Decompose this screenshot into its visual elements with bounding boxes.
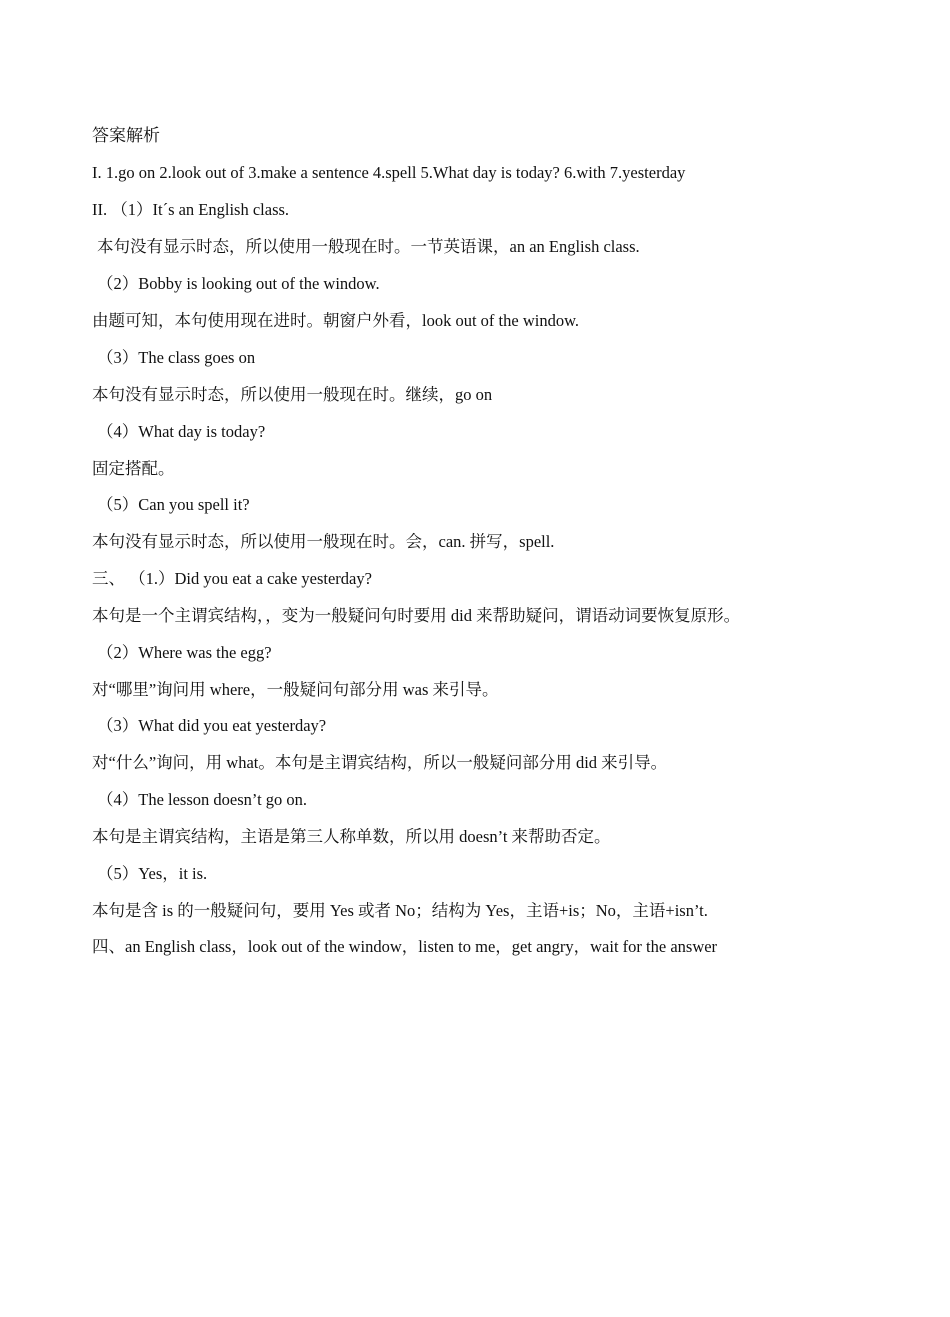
- explanation-text: 本句没有显示时态，所以使用一般现在时。继续，go on: [92, 385, 493, 404]
- answer-line: （3）What did you eat yesterday?: [97, 716, 327, 735]
- section-2-intro: II. （1）It´s an English class.: [92, 200, 290, 219]
- explanation-text: 由题可知，本句使用现在进时。朝窗户外看，look out of the window.: [92, 311, 580, 330]
- answer-line: （4）What day is today?: [97, 422, 266, 441]
- section-4-answers: 四、an English class，look out of the window，listen to me，get angry，wait for the answer: [92, 937, 718, 956]
- answer-line: （2）Bobby is looking out of the window.: [97, 274, 380, 293]
- explanation-text: 本句没有显示时态，所以使用一般现在时。一节英语课，an an English class.: [97, 237, 640, 256]
- answer-line: （5）Yes，it is.: [97, 864, 208, 883]
- section-1-answers: I. 1.go on 2.look out of 3.make a sentence 4.spell 5.What day is today? 6.with 7.yesterday: [92, 163, 686, 182]
- answer-line: （5）Can you spell it?: [97, 495, 250, 514]
- page-title: 答案解析: [92, 126, 160, 145]
- section-3-intro: 三、 （1.）Did you eat a cake yesterday?: [92, 569, 372, 588]
- answer-line: （4）The lesson doesn’t go on.: [97, 790, 308, 809]
- explanation-text: 本句是一个主谓宾结构，，变为一般疑问句时要用 did 来帮助疑问，谓语动词要恢复原形。: [92, 606, 741, 625]
- explanation-text: 本句是含 is 的一般疑问句，要用 Yes 或者 No；结构为 Yes，主语+is；No，主语+isn’t.: [92, 901, 708, 920]
- explanation-text: 对“哪里”询问用 where，一般疑问句部分用 was 来引导。: [92, 680, 499, 699]
- explanation-text: 本句是主谓宾结构，主语是第三人称单数，所以用 doesn’t 来帮助否定。: [92, 827, 611, 846]
- answer-line: （3）The class goes on: [97, 348, 256, 367]
- explanation-text: 对“什么”询问，用 what。本句是主谓宾结构，所以一般疑问部分用 did 来引导。: [92, 753, 668, 772]
- explanation-text: 固定搭配。: [92, 459, 175, 478]
- explanation-text: 本句没有显示时态，所以使用一般现在时。会，can. 拼写，spell.: [92, 532, 555, 551]
- answer-line: （2）Where was the egg?: [97, 643, 272, 662]
